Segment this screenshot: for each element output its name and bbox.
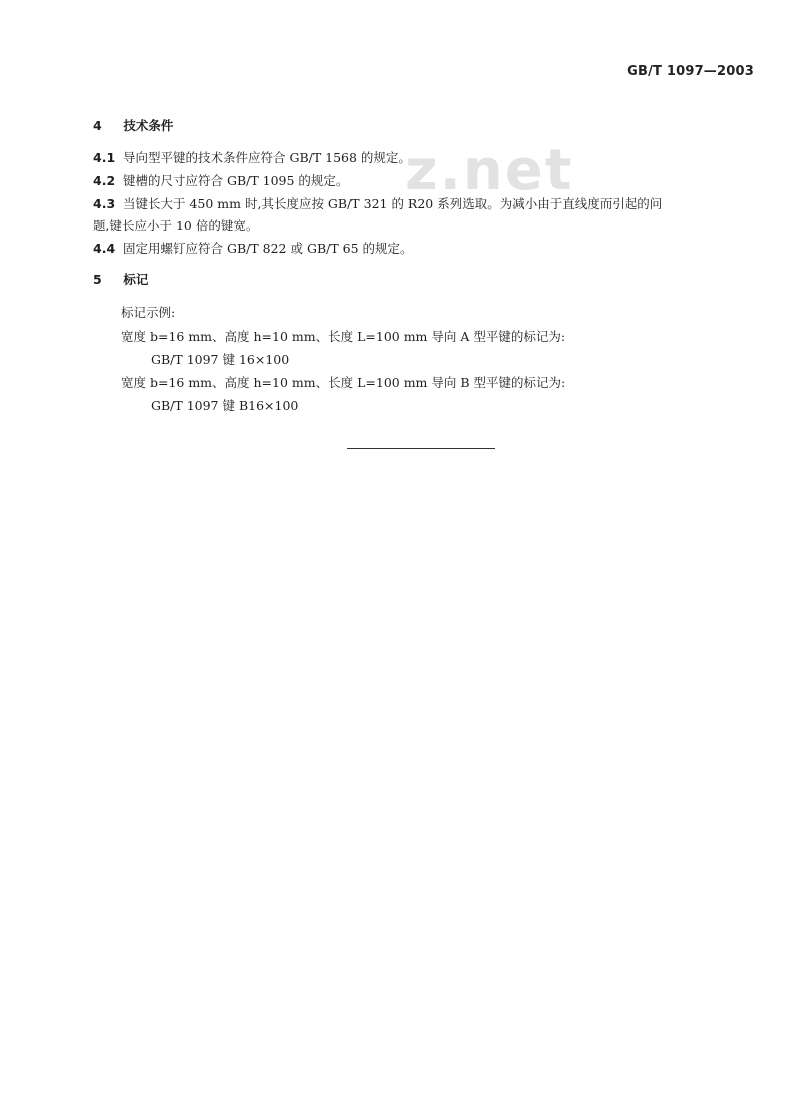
clause-4-3 xyxy=(93,196,662,212)
clause-text: 当键长大于 450 mm 时,其长度应按 GB/T 321 的 R20 系列选取。为减小由于直线度而引起的问 xyxy=(122,196,663,211)
clause-number: 4.4 xyxy=(93,241,116,256)
clause-4-1 xyxy=(93,150,411,166)
section-4-title: 技术条件 xyxy=(123,118,174,133)
clause-number: 4.1 xyxy=(93,150,116,165)
clause-4-3-continuation: 题,键长应小于 10 倍的键宽。 xyxy=(93,218,259,233)
section-5-number: 5 xyxy=(93,272,102,287)
example-b-description: 宽度 b=16 mm、高度 h=10 mm、长度 L=100 mm 导向 B 型平键的标记为: xyxy=(121,375,566,390)
section-5-title: 标记 xyxy=(123,272,149,287)
clause-number: 4.2 xyxy=(93,173,116,188)
example-b-marking: GB/T 1097 键 B16×100 xyxy=(151,398,299,413)
end-of-document-rule xyxy=(347,448,495,449)
clause-text: 导向型平键的技术条件应符合 GB/T 1568 的规定。 xyxy=(122,150,411,165)
section-4-number: 4 xyxy=(93,118,102,133)
clause-4-2 xyxy=(93,173,348,189)
clause-text: 固定用螺钉应符合 GB/T 822 或 GB/T 65 的规定。 xyxy=(122,241,413,256)
example-a-description: 宽度 b=16 mm、高度 h=10 mm、长度 L=100 mm 导向 A 型平键的标记为: xyxy=(121,329,566,344)
clause-number: 4.3 xyxy=(93,196,116,211)
clause-4-4 xyxy=(93,241,413,257)
section-5-heading xyxy=(93,272,148,288)
example-label: 标记示例: xyxy=(121,305,176,320)
example-a-marking: GB/T 1097 键 16×100 xyxy=(151,352,290,367)
watermark: z.net xyxy=(405,138,574,203)
standard-code: GB/T 1097—2003 xyxy=(627,64,754,79)
section-4-heading xyxy=(93,118,173,134)
clause-text: 键槽的尺寸应符合 GB/T 1095 的规定。 xyxy=(122,173,349,188)
